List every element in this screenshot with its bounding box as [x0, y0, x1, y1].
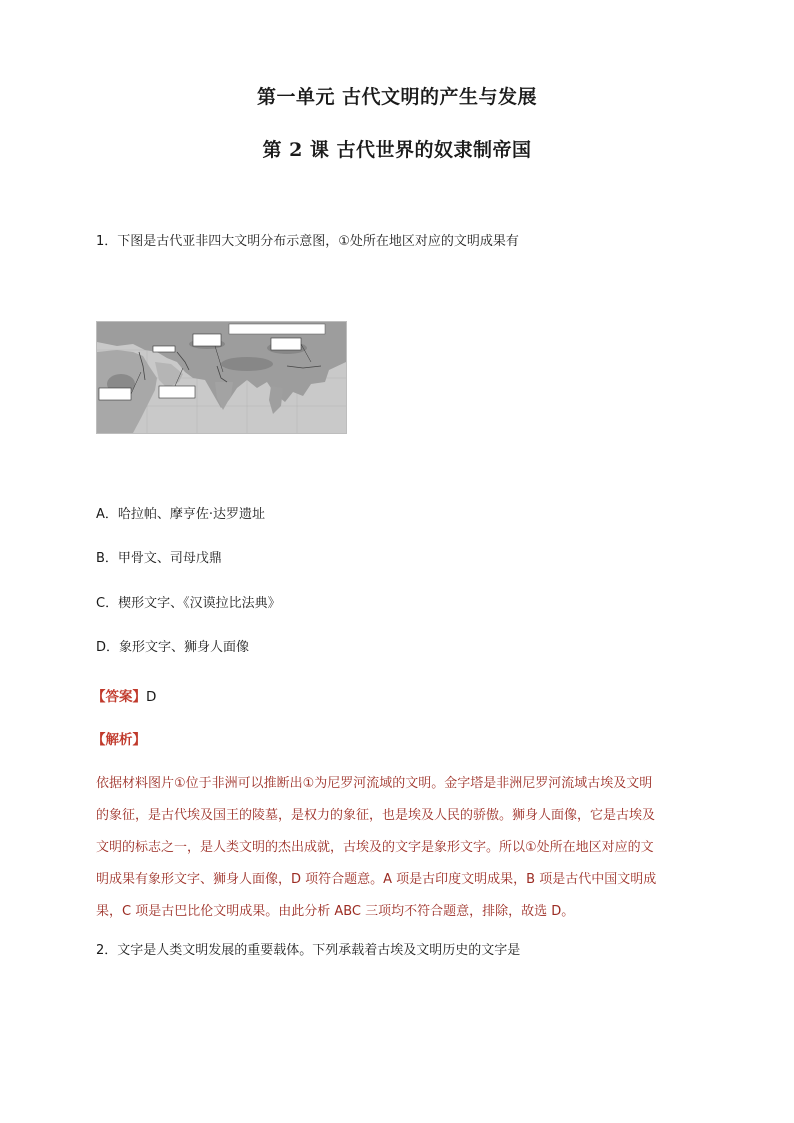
option-b: B．甲骨文、司母戊鼎: [96, 551, 222, 566]
unit-title: 第一单元 古代文明的产生与发展: [256, 86, 538, 108]
question-1-stem: 1．下图是古代亚非四大文明分布示意图，①处所在地区对应的文明成果有: [96, 234, 519, 249]
analysis-line: 依据材料图片①位于非洲可以推断出①为尼罗河流域的文明。金字塔是非洲尼罗河流域古埃及文明: [96, 776, 653, 791]
question-2-stem: 2．文字是人类文明发展的重要载体。下列承载着古埃及文明历史的文字是: [96, 943, 521, 958]
option-a: A．哈拉帕、摩亨佐·达罗遗址: [96, 507, 266, 522]
analysis-text: [96, 768, 702, 928]
analysis-line: 明成果有象形文字、狮身人面像，D 项符合题意。A 项是古印度文明成果，B 项是古代中国文明成: [96, 872, 657, 887]
lesson-title: 第 2 课 古代世界的奴隶制帝国: [262, 139, 532, 161]
analysis-label: 【解析】: [92, 732, 146, 748]
answer-value: D: [146, 689, 157, 705]
analysis-line: 果，C 项是古巴比伦文明成果。由此分析 ABC 三项均不符合题意，排除，故选 D。: [96, 904, 575, 919]
analysis-line: 的象征，是古代埃及国王的陵墓，是权力的象征，也是埃及人民的骄傲。狮身人面像，它是古埃及: [96, 808, 656, 823]
option-d: D．象形文字、狮身人面像: [96, 640, 250, 655]
option-c: C．楔形文字、《汉谟拉比法典》: [96, 596, 281, 611]
civilization-map-image: [96, 321, 347, 434]
analysis-line: 文明的标志之一，是人类文明的杰出成就，古埃及的文字是象形文字。所以①处所在地区对应的文: [96, 840, 654, 855]
answer-label: 【答案】: [92, 689, 146, 705]
answer-row: [92, 685, 156, 705]
